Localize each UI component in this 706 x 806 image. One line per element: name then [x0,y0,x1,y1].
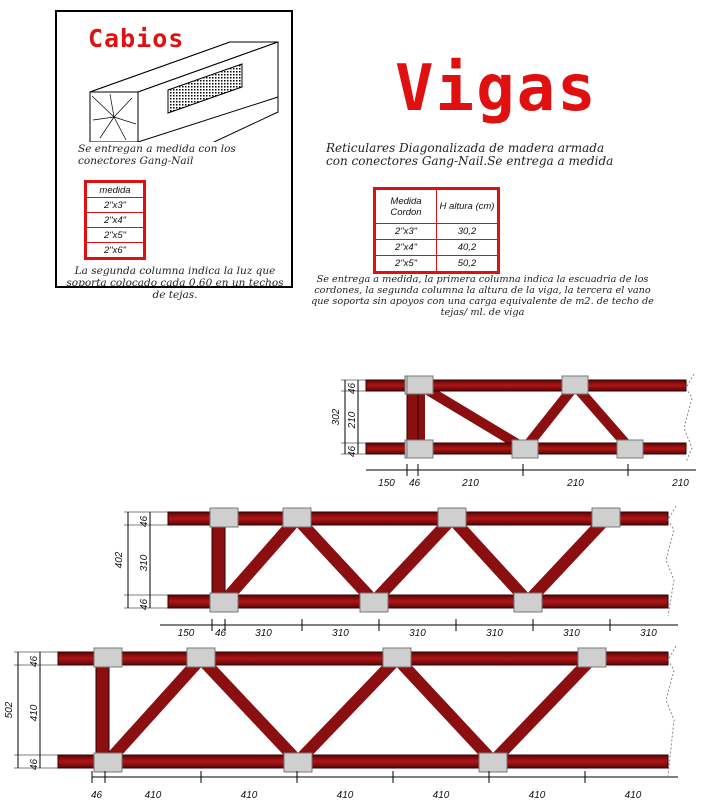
truss-diagonal [420,386,525,449]
cabios-size: 2"x6" [86,243,145,259]
vigas-title: Vigas [395,52,598,126]
dim-chord: 46 [347,445,358,458]
gang-nail-plate [210,593,238,612]
gang-nail-plate [562,376,588,394]
gang-nail-plate [479,753,507,772]
dim-lead: 150 [378,478,395,489]
gang-nail-plate [283,508,311,527]
dim-chord: 46 [29,758,40,771]
dim-panel: 410 [336,790,354,801]
dim-lead: 150 [177,628,195,639]
cabios-size: 2"x5" [86,228,145,243]
dim-panel: 310 [255,628,272,639]
vigas-cell-medida: 2"x5" [375,256,437,273]
vigas-cell-altura: 40,2 [437,240,499,256]
dim-panel: 410 [240,790,258,801]
dim-web: 210 [347,411,358,429]
cabios-title: Cabios [88,24,185,53]
truss-diagonal [108,659,201,762]
truss-diagonal [298,659,397,762]
gang-nail-plate [383,648,411,667]
gang-nail-plate [407,376,433,394]
gang-nail-plate [94,753,122,772]
gang-nail-plate [617,440,643,458]
truss-diagonal [201,659,298,762]
truss-diagonal [575,386,630,449]
truss-diagonal [525,386,575,449]
cabios-note: La segunda columna indica la luz que soporta colocado cada 0,60 en un techos de tejas. [66,265,284,301]
dim-panel: 410 [528,790,546,801]
dim-web: 410 [29,704,40,722]
dim-total: 302 [331,408,342,426]
vigas-header-medida: Medida Cordon [375,189,437,224]
dim-post: 46 [214,628,227,639]
truss-diagonal [493,659,592,762]
dim-panel: 410 [144,790,162,801]
dim-panel: 310 [409,628,426,639]
dim-chord: 46 [29,655,40,668]
dim-panel: 310 [332,628,349,639]
truss-diagonal [224,519,297,602]
dim-panel: 210 [567,478,584,489]
truss-diagonal [528,519,606,602]
gang-nail-plate [187,648,215,667]
cabios-caption: Se entregan a medida con los conectores Gang-Nail [78,143,236,167]
gang-nail-plate [94,648,122,667]
truss-diagonal [297,519,374,602]
vigas-caption: Reticulares Diagonalizada de madera armada con conectores Gang-Nail.Se entrega a medida [326,141,614,168]
cabios-size: 2"x3" [86,198,145,213]
gang-nail-plate [514,593,542,612]
dim-chord: 46 [139,598,150,611]
truss-top-chord [58,652,668,665]
vigas-cell-medida: 2"x4" [375,240,437,256]
dim-total: 502 [4,701,15,719]
truss-diagonal [452,519,528,602]
dim-panel: 210 [672,478,689,489]
dim-panel: 410 [624,790,642,801]
dim-panel: 310 [486,628,503,639]
gang-nail-plate [438,508,466,527]
gang-nail-plate [512,440,538,458]
truss-bottom-chord [168,595,668,608]
gang-nail-plate [360,593,388,612]
dim-total: 402 [114,551,125,569]
gang-nail-plate [578,648,606,667]
dim-post: 46 [90,790,103,801]
dim-post: 46 [408,478,421,489]
dim-panel: 310 [563,628,580,639]
vigas-cell-altura: 30,2 [437,224,499,240]
truss-diagonal [397,659,493,762]
gang-nail-plate [210,508,238,527]
vigas-cell-altura: 50,2 [437,256,499,273]
vigas-note: Se entrega a medida, la primera columna indica la escuadria de los cordones, la segunda columna la altura de la viga, la tercera el vano que soporta sin apoyos con una carga equivalente de m2. de techo de tejas/ ml. de viga [311,274,654,318]
vigas-header-altura: H altura (cm) [437,189,499,224]
truss-bottom-chord [58,755,668,768]
vigas-cell-medida: 2"x3" [375,224,437,240]
cabios-size: 2"x4" [86,213,145,228]
dim-panel: 310 [640,628,657,639]
dim-panel: 210 [462,478,479,489]
gang-nail-plate [592,508,620,527]
gang-nail-plate [284,753,312,772]
dim-web: 310 [139,554,150,572]
dim-chord: 46 [139,515,150,528]
truss-diagonal [374,519,452,602]
dim-panel: 410 [432,790,450,801]
cabios-table-header: medida [86,182,145,198]
truss-post [96,652,109,768]
gang-nail-plate [407,440,433,458]
dim-chord: 46 [347,382,358,395]
